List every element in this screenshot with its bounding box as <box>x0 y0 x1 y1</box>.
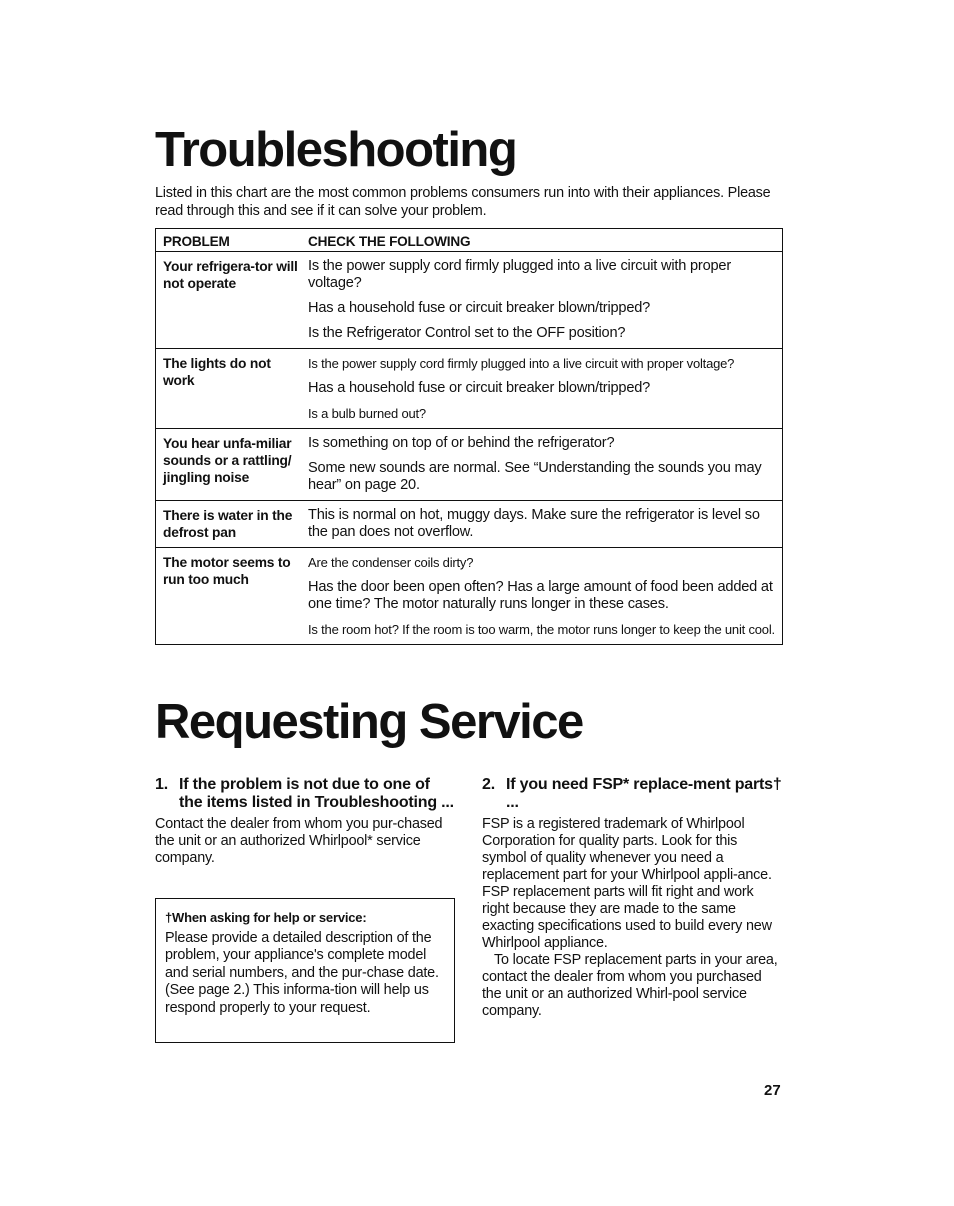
check-item: This is normal on hot, muggy days. Make sure the refrigerator is level so the pan does not overflow. <box>308 507 760 540</box>
service-item-1-body: Contact the dealer from whom you pur-chased the unit or an authorized Whirlpool* service company. <box>155 816 443 866</box>
problem-cell: Your refrigera-tor will not operate <box>163 259 298 291</box>
table-row <box>156 348 782 428</box>
check-cell <box>302 501 782 547</box>
service-item-2-heading <box>482 776 782 812</box>
table-row <box>156 547 782 644</box>
check-item: Are the condenser coils dirty? <box>308 555 474 570</box>
check-cell <box>302 252 782 348</box>
check-header: CHECK THE FOLLOWING <box>308 234 471 249</box>
table-row <box>156 500 782 547</box>
note-body: Please provide a detailed description of the problem, your appliance's complete model and serial numbers, and the pur-chase date. (See page 2.) This informa-tion will help us respond properly to your request. <box>165 929 439 1016</box>
check-item: Is something on top of or behind the refrigerator? <box>308 435 615 451</box>
table-row <box>156 428 782 500</box>
chart-header-row <box>156 229 782 251</box>
requesting-service-title: Requesting Service <box>155 695 583 749</box>
problem-cell: There is water in the defrost pan <box>163 508 293 540</box>
check-cell <box>302 548 782 644</box>
problem-cell: The lights do not work <box>163 356 271 388</box>
troubleshooting-intro: Listed in this chart are the most common problems consumers run into with their appliances. Please read through this and see if it can solve your problem. <box>155 185 771 219</box>
service-item-2-body-2: To locate FSP replacement parts in your area, contact the dealer from whom you purchased the unit or an authorized Whirl-pool service company. <box>482 952 778 1019</box>
service-item-1-heading <box>155 776 455 812</box>
check-item: Is the Refrigerator Control set to the OFF position? <box>308 325 626 341</box>
check-item: Is the power supply cord firmly plugged into a live circuit with proper voltage? <box>308 356 735 371</box>
check-cell <box>302 429 782 500</box>
service-item-1 <box>155 776 455 867</box>
note-heading: †When asking for help or service: <box>165 910 367 925</box>
item-number: 1. <box>155 776 168 793</box>
check-item: Has the door been open often? Has a large amount of food been added at one time? The motor naturally runs longer in these cases. <box>308 579 773 612</box>
check-cell <box>302 349 782 428</box>
check-item: Some new sounds are normal. See “Understanding the sounds you may hear” on page 20. <box>308 460 762 493</box>
problem-cell: The motor seems to run too much <box>163 555 291 587</box>
check-item: Is the room hot? If the room is too warm, the motor runs longer to keep the unit cool. <box>308 622 775 637</box>
service-note-box <box>155 898 455 1043</box>
problem-cell: You hear unfa-miliar sounds or a rattling/ jingling noise <box>163 436 292 485</box>
item-number: 2. <box>482 776 495 793</box>
problem-header: PROBLEM <box>163 234 230 249</box>
check-item: Is the power supply cord firmly plugged into a live circuit with proper voltage? <box>308 258 731 291</box>
check-item: Has a household fuse or circuit breaker blown/tripped? <box>308 300 651 316</box>
item-heading-text: If the problem is not due to one of the items listed in Troubleshooting ... <box>179 776 454 811</box>
troubleshooting-chart <box>155 228 783 645</box>
service-item-2-body: FSP is a registered trademark of Whirlpool Corporation for quality parts. Look for this symbol of quality whenever you need a replacement part for your Whirlpool appli-ance. FSP replacement parts will fit right and work right because they are made to the same exacting specifications used to build every new Whirlpool appliance. <box>482 816 772 951</box>
check-item: Is a bulb burned out? <box>308 406 426 421</box>
troubleshooting-title: Troubleshooting <box>155 123 517 177</box>
check-item: Has a household fuse or circuit breaker blown/tripped? <box>308 380 651 396</box>
item-heading-text: If you need FSP* replace-ment parts† ... <box>506 776 782 811</box>
page-number: 27 <box>764 1082 781 1099</box>
table-row <box>156 251 782 348</box>
service-item-2 <box>482 776 782 1020</box>
